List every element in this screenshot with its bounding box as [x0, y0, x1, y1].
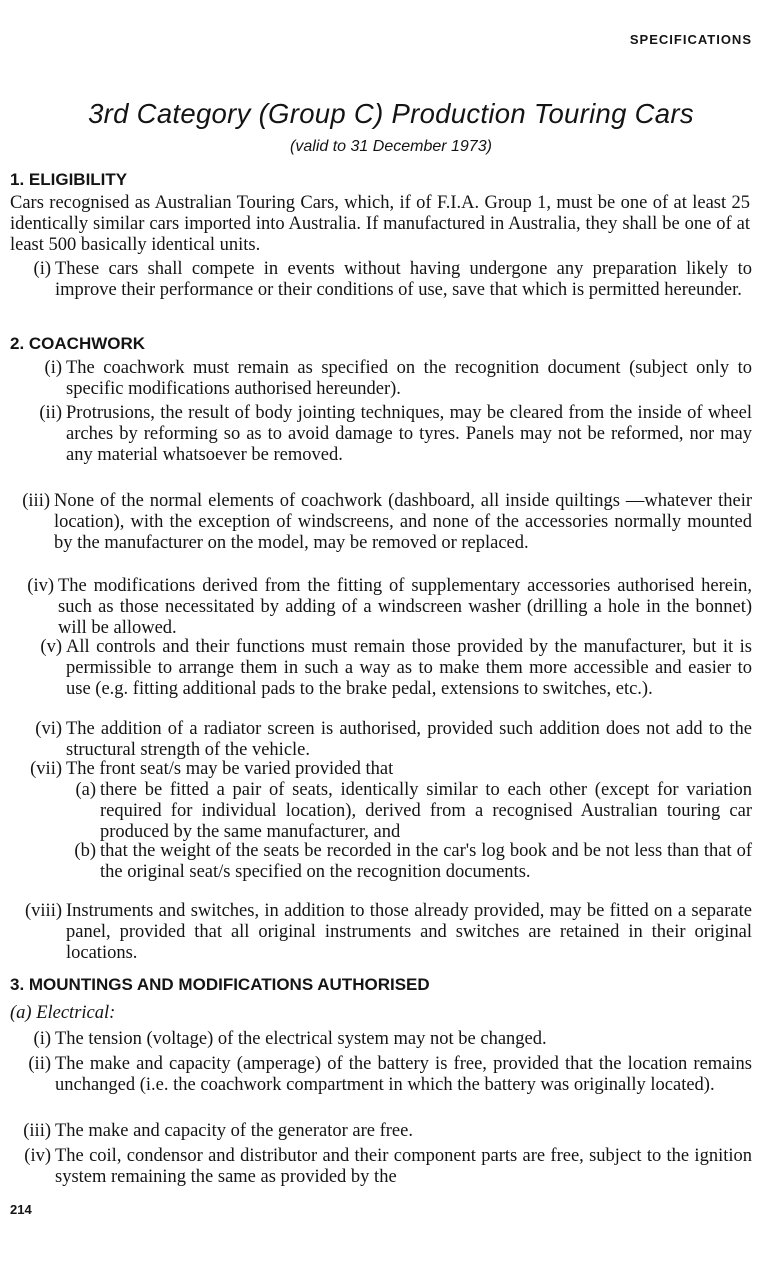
item-text: None of the normal elements of coachwork (dashboard, all inside quiltings —whatever their location), with the exception of windscreens, and none of the accessories normally mounted by the manufacturer on the model, may be removed or replaced. — [54, 491, 752, 553]
list-item — [25, 901, 752, 964]
item-number: (iv) — [24, 1146, 51, 1166]
list-item — [30, 759, 752, 780]
item-number: (i) — [33, 259, 51, 279]
item-number: (i) — [33, 1029, 51, 1049]
item-text: The modifications derived from the fitting of supplementary accessories authorised herein, such as those necessitated by adding of a windscreen washer (drilling a hole in the bonnet) will be allowed. — [58, 576, 752, 638]
list-item — [23, 1121, 752, 1142]
section-heading-eligibility: 1. ELIGIBILITY — [10, 170, 128, 189]
item-text: These cars shall compete in events without having undergone any preparation likely to improve their performance or their conditions of use, save that which is permitted hereunder. — [55, 259, 752, 300]
page-subtitle: (valid to 31 December 1973) — [290, 138, 492, 155]
list-item — [28, 1054, 752, 1096]
item-number: (iii) — [23, 1121, 51, 1141]
item-text: The front seat/s may be varied provided that — [66, 759, 394, 779]
item-text: Protrusions, the result of body jointing techniques, may be cleared from the inside of wheel arches by reforming so as to avoid damage to tyres. Panels may not be reformed, nor may any material whatsoever be removed. — [66, 403, 752, 465]
page-number: 214 — [10, 1202, 32, 1217]
section-heading-mountings: 3. MOUNTINGS AND MODIFICATIONS AUTHORISED — [10, 975, 430, 994]
item-number: (i) — [44, 358, 62, 378]
running-head: SPECIFICATIONS — [629, 32, 752, 47]
list-item — [35, 719, 752, 761]
item-number: (ii) — [28, 1054, 51, 1074]
item-number: (b) — [74, 841, 96, 861]
list-item — [22, 491, 752, 554]
item-text: Instruments and switches, in addition to those already provided, may be fitted on a separate panel, provided that all original instruments and switches are retained in their original locations. — [66, 901, 752, 963]
item-text: that the weight of the seats be recorded in the car's log book and be not less than that of the original seat/s specified on the recognition documents. — [100, 841, 752, 882]
item-text: The coil, condensor and distributor and their component parts are free, subject to the ignition system remaining the same as provided by the — [55, 1146, 752, 1187]
item-number: (iv) — [27, 576, 54, 596]
item-text: The make and capacity of the generator are free. — [55, 1121, 413, 1141]
item-number: (a) — [75, 780, 96, 800]
item-number: (vii) — [30, 759, 62, 779]
item-number: (iii) — [22, 491, 50, 511]
item-number: (ii) — [39, 403, 62, 423]
item-text: The tension (voltage) of the electrical system may not be changed. — [55, 1029, 547, 1049]
subsection-label-electrical: (a) Electrical: — [10, 1003, 116, 1023]
list-item — [27, 576, 752, 639]
list-item — [74, 841, 752, 883]
item-text: The coachwork must remain as specified on the recognition document (subject only to specific modifications authorised hereunder). — [66, 358, 752, 399]
list-item — [40, 637, 752, 700]
page-title: 3rd Category (Group C) Production Touring Cars — [88, 98, 694, 129]
item-text: All controls and their functions must remain those provided by the manufacturer, but it is permissible to arrange them in such a way as to make them more accessible and easier to use (e.g. fitting additional pads to the brake pedal, extensions to switches, etc.). — [66, 637, 752, 699]
list-item — [24, 1146, 752, 1188]
list-item — [44, 358, 752, 400]
item-number: (vi) — [35, 719, 62, 739]
list-item — [33, 259, 752, 301]
item-number: (v) — [40, 637, 62, 657]
item-text: there be fitted a pair of seats, identically similar to each other (except for variation required for individual location), derived from a recognised Australian touring car produced by the same manufacturer, and — [100, 780, 752, 842]
item-number: (viii) — [25, 901, 62, 921]
list-item — [75, 780, 752, 843]
list-item — [33, 1029, 752, 1050]
item-text: The addition of a radiator screen is authorised, provided such addition does not add to the structural strength of the vehicle. — [66, 719, 752, 760]
section-heading-coachwork: 2. COACHWORK — [10, 334, 146, 353]
item-text: The make and capacity (amperage) of the battery is free, provided that the location remains unchanged (i.e. the coachwork compartment in which the battery was originally located). — [55, 1054, 752, 1095]
list-item — [39, 403, 752, 466]
eligibility-paragraph: Cars recognised as Australian Touring Cars, which, if of F.I.A. Group 1, must be one of at least 25 identically similar cars imported into Australia. If manufactured in Australia, they shall be one of at least 500 basically identical units. — [10, 193, 750, 255]
